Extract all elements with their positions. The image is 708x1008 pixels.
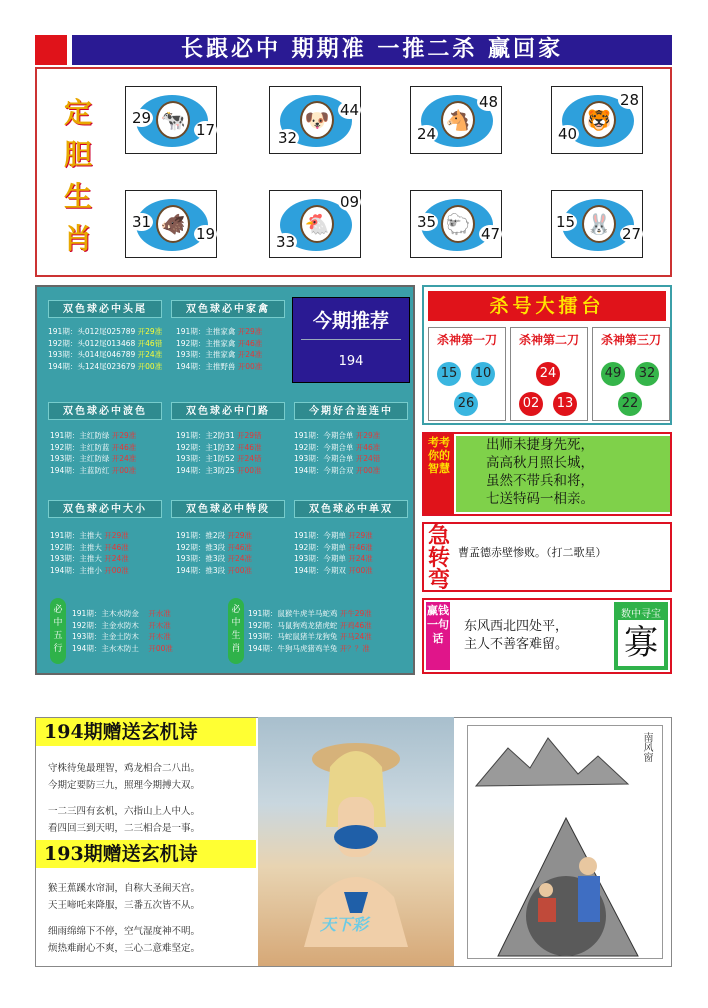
sheep-icon: 🐑 bbox=[441, 205, 475, 243]
poem-194-text bbox=[48, 760, 258, 837]
pig-icon: 🐗 bbox=[156, 205, 190, 243]
zodiac-label bbox=[58, 92, 98, 260]
mountain-drawing bbox=[468, 726, 664, 960]
poem-line: 看四回三到天明，二三相合是一事。 bbox=[48, 823, 201, 834]
wisdom-poem bbox=[456, 436, 670, 512]
poem-line bbox=[48, 914, 258, 923]
list-item: 193期：推3段 开24准 bbox=[176, 554, 253, 563]
list-item: 192期：今期合单 开46准 bbox=[294, 442, 381, 452]
size-list bbox=[50, 530, 166, 576]
list-item: 194期：推3段 开00准 bbox=[176, 565, 253, 575]
poem-line: 今期定要防三九，照理今期搏大双。 bbox=[48, 780, 201, 791]
list-item: 192期：主推大 开46准 bbox=[50, 542, 129, 552]
treasure-box bbox=[614, 602, 668, 670]
section-title: 双色球必中波色 bbox=[48, 402, 162, 420]
zodiac-label-char: 定 bbox=[63, 96, 92, 129]
banner-red-square bbox=[35, 35, 67, 65]
dog-icon: 🐶 bbox=[300, 101, 334, 139]
list-item: 192期：马鼠狗鸡龙猪虎蛇 开鸡46准 bbox=[248, 620, 372, 630]
poem-line: 虽然不带兵和将， bbox=[486, 473, 594, 489]
wisdom-label: 考考你的智慧 bbox=[424, 434, 454, 514]
zodiac-card-dog bbox=[269, 86, 361, 154]
recommend-value: 194 bbox=[338, 354, 364, 369]
list-item: 191期：主推大 开29准 bbox=[50, 531, 129, 540]
zodiac-number: 27 bbox=[622, 225, 642, 243]
list-item: 192期：今期单 开46准 bbox=[294, 542, 373, 552]
section-title: 双色球必中大小 bbox=[48, 500, 162, 518]
poem-line: 天王啼吒来降服，三番五次皆不从。 bbox=[48, 900, 201, 911]
zodiac-card-rooster bbox=[269, 190, 361, 258]
list-item: 193期：今期单 开24准 bbox=[294, 554, 373, 563]
door-list bbox=[176, 430, 288, 476]
riddle-panel bbox=[422, 522, 672, 592]
zodiac-number: 47 bbox=[481, 225, 501, 243]
list-item: 192期：主红防蓝 开46准 bbox=[50, 442, 137, 452]
list-item: 191期：主推家禽 开29准 bbox=[176, 327, 263, 336]
money-line: 主人不善客难留。 bbox=[464, 637, 569, 652]
list-item: 194期：主推小 开00准 bbox=[50, 565, 129, 575]
money-text bbox=[464, 618, 568, 654]
zodiac-number: 32 bbox=[278, 129, 298, 147]
zodiac-card-rabbit bbox=[551, 190, 643, 258]
poem-line: 细雨绵绵下不停，空气湿度神不明。 bbox=[48, 926, 201, 937]
zodiac-number: 33 bbox=[276, 233, 296, 251]
knife-title: 杀神第二刀 bbox=[518, 333, 579, 347]
zodiac-six-list bbox=[248, 608, 413, 654]
list-item: 192期：头012尾013468 开46错 bbox=[48, 338, 163, 348]
zodiac-number: 40 bbox=[558, 125, 578, 143]
list-item: 193期：今期合单 开24错 bbox=[294, 454, 381, 463]
list-item: 191期：主木水防金 开水准 bbox=[72, 609, 171, 618]
list-item: 191期：今期合单 开29准 bbox=[294, 431, 381, 440]
number-ball: 22 bbox=[618, 392, 642, 416]
number-ball: 02 bbox=[519, 392, 543, 416]
money-label: 赢钱一句话 bbox=[426, 602, 450, 670]
zodiac-number: 17 bbox=[196, 121, 216, 139]
knife-1 bbox=[428, 327, 506, 421]
list-item: 192期：主1防32 开46准 bbox=[176, 442, 262, 452]
poem-line: 高高秋月照长城， bbox=[486, 455, 594, 471]
number-ball: 10 bbox=[471, 362, 495, 386]
recommend-title: 今期推荐 bbox=[312, 310, 389, 332]
poultry-list bbox=[176, 326, 288, 372]
list-item: 194期：牛狗马虎猪鸡羊兔 开？？准 bbox=[248, 643, 370, 653]
section-title: 双色球必中家禽 bbox=[171, 300, 285, 318]
wave-list bbox=[50, 430, 166, 476]
poem-line: 出师未捷身先死， bbox=[486, 437, 594, 453]
riddle-label: 急转弯 bbox=[427, 524, 450, 593]
list-item: 191期：主2防31 开29错 bbox=[176, 431, 262, 440]
poem-194-title: 194期赠送玄机诗 bbox=[36, 718, 256, 746]
list-item: 194期：主3防25 开00准 bbox=[176, 465, 262, 475]
painting-caption: 南风窗 bbox=[641, 732, 652, 762]
five-elements-label: 必中五行 bbox=[50, 598, 66, 664]
number-ball: 13 bbox=[553, 392, 577, 416]
knife-title: 杀神第三刀 bbox=[600, 333, 661, 347]
zodiac-label-char: 生 bbox=[63, 180, 92, 213]
poem-line: 守株待兔最理智，鸡龙相合二八出。 bbox=[48, 763, 201, 774]
zodiac-number: 28 bbox=[620, 91, 640, 109]
list-item: 193期：主推大 开24准 bbox=[50, 554, 129, 563]
zodiac-six-label: 必中生肖 bbox=[228, 598, 244, 664]
zodiac-number: 29 bbox=[132, 109, 152, 127]
treasure-title: 数中寻宝 bbox=[621, 609, 661, 620]
number-ball: 15 bbox=[437, 362, 461, 386]
list-item: 191期：鼠猴牛虎羊马蛇鸡 开牛29准 bbox=[248, 609, 372, 618]
poem-line: 猴王蕉蹊水帘洞，自称大圣闹天宫。 bbox=[48, 883, 201, 894]
knife-3 bbox=[592, 327, 670, 421]
list-item: 194期：主推野兽 开00准 bbox=[176, 361, 263, 371]
riddle-painting bbox=[467, 725, 663, 959]
list-item: 193期：头014尾046789 开24准 bbox=[48, 350, 163, 359]
zodiac-card-sheep bbox=[410, 190, 502, 258]
arena-title: 杀号大擂台 bbox=[428, 291, 666, 321]
list-item: 191期：今期单 开29准 bbox=[294, 531, 373, 540]
poem-193-title: 193期赠送玄机诗 bbox=[36, 840, 256, 868]
five-elements-list bbox=[72, 608, 222, 654]
list-item: 191期：头012尾025789 开29准 bbox=[48, 327, 163, 336]
kill-number-arena bbox=[422, 285, 672, 425]
number-ball: 49 bbox=[601, 362, 625, 386]
list-item: 193期：主推家禽 开24准 bbox=[176, 350, 263, 359]
zodiac-number: 44 bbox=[340, 101, 360, 119]
list-item: 194期：主水木防土 开00准 bbox=[72, 643, 173, 653]
recommend-box bbox=[292, 297, 410, 383]
zodiac-label-char: 胆 bbox=[63, 138, 92, 171]
list-item: 192期：主金水防木 开木准 bbox=[72, 620, 171, 630]
poem-line: 烦热难耐心不爽，三心二意难坚定。 bbox=[48, 943, 201, 954]
riddle-text: 曹孟德赤壁惨败。（打二歌星） bbox=[458, 546, 607, 559]
tiger-icon: 🐯 bbox=[582, 101, 616, 139]
list-item: 194期：今期双 开00准 bbox=[294, 565, 373, 575]
section-title: 双色球必中头尾 bbox=[48, 300, 162, 318]
list-item: 192期：推3段 开46准 bbox=[176, 542, 253, 552]
list-item: 193期：主金土防木 开木准 bbox=[72, 632, 171, 641]
zodiac-number: 15 bbox=[556, 213, 576, 231]
page-title-banner: 长跟必中 期期准 一推二杀 赢回家 bbox=[72, 35, 672, 65]
list-item: 193期：马蛇鼠猪羊龙狗兔 开马24准 bbox=[248, 632, 372, 641]
wisdom-panel bbox=[422, 432, 672, 516]
knife-title: 杀神第一刀 bbox=[436, 333, 497, 347]
zodiac-number: 09 bbox=[340, 193, 360, 211]
head-tail-list bbox=[48, 326, 166, 372]
list-item: 191期：推2段 开29准 bbox=[176, 531, 253, 540]
poem-193-text bbox=[48, 880, 258, 957]
cow-icon: 🐄 bbox=[156, 101, 190, 139]
zodiac-card-cow bbox=[125, 86, 217, 154]
horse-icon: 🐴 bbox=[441, 101, 475, 139]
segment-list bbox=[176, 530, 288, 576]
number-ball: 26 bbox=[454, 392, 478, 416]
zodiac-number: 48 bbox=[479, 93, 499, 111]
zodiac-number: 35 bbox=[417, 213, 437, 231]
poem-line bbox=[48, 794, 258, 803]
list-item: 193期：主红防绿 开24准 bbox=[50, 454, 137, 463]
number-ball: 32 bbox=[635, 362, 659, 386]
section-title: 今期好合连连中 bbox=[294, 402, 408, 420]
zodiac-card-tiger bbox=[551, 86, 643, 154]
rooster-icon: 🐔 bbox=[300, 205, 334, 243]
poem-line: 一二三四有玄机，六指山上人中人。 bbox=[48, 806, 201, 817]
list-item: 194期：头124尾023679 开00准 bbox=[48, 361, 163, 371]
list-item: 194期：今期合双 开00准 bbox=[294, 465, 381, 475]
list-item: 193期：主1防52 开24错 bbox=[176, 454, 262, 463]
rabbit-icon: 🐰 bbox=[582, 205, 616, 243]
poem-line: 七送特码一相亲。 bbox=[486, 491, 594, 507]
list-item: 191期：主红防绿 开29准 bbox=[50, 431, 137, 440]
oddeven-list bbox=[294, 430, 410, 476]
treasure-char: 寡 bbox=[618, 620, 664, 666]
zodiac-card-pig bbox=[125, 190, 217, 258]
zodiac-number: 24 bbox=[417, 125, 437, 143]
list-item: 192期：主推家禽 开46准 bbox=[176, 338, 263, 348]
zodiac-number: 31 bbox=[132, 213, 152, 231]
knife-2 bbox=[510, 327, 588, 421]
money-phrase-panel bbox=[422, 598, 672, 674]
list-item: 194期：主蓝防红 开00准 bbox=[50, 465, 137, 475]
section-title: 双色球必中单双 bbox=[294, 500, 408, 518]
section-title: 双色球必中门路 bbox=[171, 402, 285, 420]
zodiac-card-horse bbox=[410, 86, 502, 154]
money-line: 东风西北四处平， bbox=[464, 619, 569, 634]
single-list bbox=[294, 530, 410, 576]
zodiac-label-char: 肖 bbox=[63, 222, 92, 255]
watermark-text: 天下彩 bbox=[320, 915, 369, 934]
section-title: 双色球必中特段 bbox=[171, 500, 285, 518]
zodiac-number: 19 bbox=[196, 225, 216, 243]
number-ball: 24 bbox=[536, 362, 560, 386]
